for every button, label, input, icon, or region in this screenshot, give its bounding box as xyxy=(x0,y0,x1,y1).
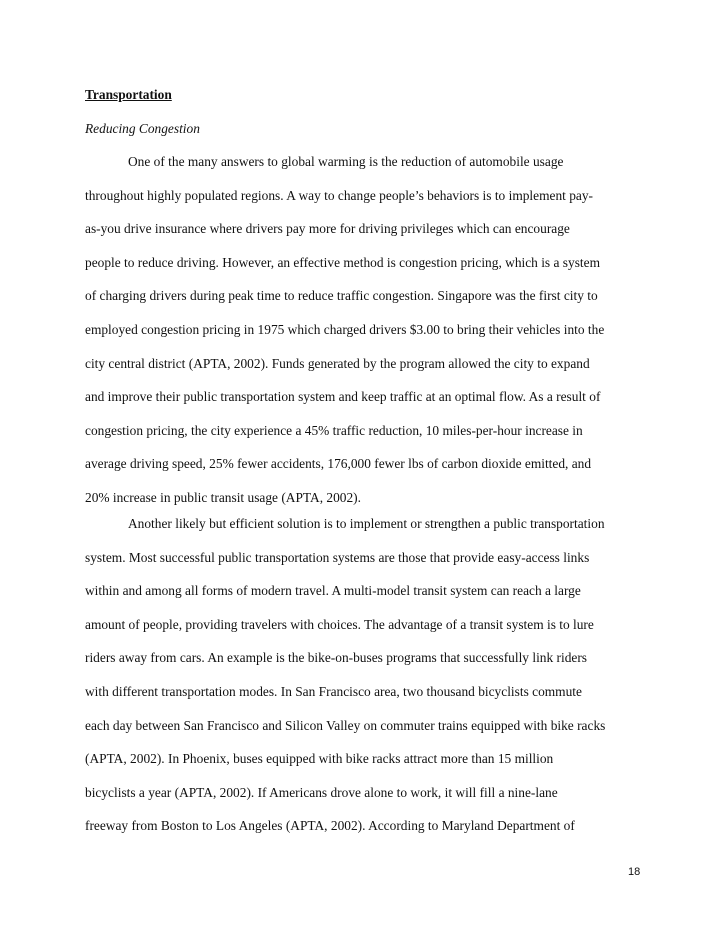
paragraph-line: and improve their public transportation system and keep traffic at an optimal flow. As a result of xyxy=(85,389,601,405)
paragraph-line: 20% increase in public transit usage (APTA, 2002). xyxy=(85,489,361,505)
paragraph xyxy=(85,507,645,843)
paragraph-line: of charging drivers during peak time to reduce traffic congestion. Singapore was the first city to xyxy=(85,288,598,304)
paragraph-line: freeway from Boston to Los Angeles (APTA, 2002). According to Maryland Department of xyxy=(85,818,575,834)
paragraph-line: bicyclists a year (APTA, 2002). If Americans drove alone to work, it will fill a nine-lane xyxy=(85,784,558,800)
paragraph-line: within and among all forms of modern travel. A multi-model transit system can reach a large xyxy=(85,583,581,599)
paragraph-line: as-you drive insurance where drivers pay more for driving privileges which can encourage xyxy=(85,221,570,237)
paragraph-line: congestion pricing, the city experience a 45% traffic reduction, 10 miles-per-hour increase in xyxy=(85,422,583,438)
paragraph-line: with different transportation modes. In San Francisco area, two thousand bicyclists commute xyxy=(85,683,582,699)
paragraph-line: average driving speed, 25% fewer accidents, 176,000 fewer lbs of carbon dioxide emitted, and xyxy=(85,456,592,472)
paragraph-line: One of the many answers to global warming is the reduction of automobile usage xyxy=(128,154,564,169)
paragraph-line: people to reduce driving. However, an effective method is congestion pricing, which is a system xyxy=(85,254,600,270)
paragraph-line: city central district (APTA, 2002). Funds generated by the program allowed the city to expand xyxy=(85,355,590,371)
section-heading: Transportation xyxy=(85,87,172,102)
section-subheading: Reducing Congestion xyxy=(85,121,200,136)
paragraph-line: (APTA, 2002). In Phoenix, buses equipped with bike racks attract more than 15 million xyxy=(85,751,554,767)
paragraph-line: Another likely but efficient solution is to implement or strengthen a public transportation xyxy=(128,516,605,531)
paragraph-line: each day between San Francisco and Silicon Valley on commuter trains equipped with bike racks xyxy=(85,717,606,733)
paragraph-line: throughout highly populated regions. A way to change people’s behaviors is to implement pay- xyxy=(85,187,594,203)
paragraph-line: system. Most successful public transportation systems are those that provide easy-access links xyxy=(85,549,590,565)
page-number: 18 xyxy=(628,866,641,878)
paragraph xyxy=(85,145,645,515)
paragraph-line: employed congestion pricing in 1975 which charged drivers $3.00 to bring their vehicles into the xyxy=(85,321,605,337)
paragraph-line: riders away from cars. An example is the bike-on-buses programs that successfully link riders xyxy=(85,650,588,666)
paragraph-line: amount of people, providing travelers with choices. The advantage of a transit system is to lure xyxy=(85,616,594,632)
